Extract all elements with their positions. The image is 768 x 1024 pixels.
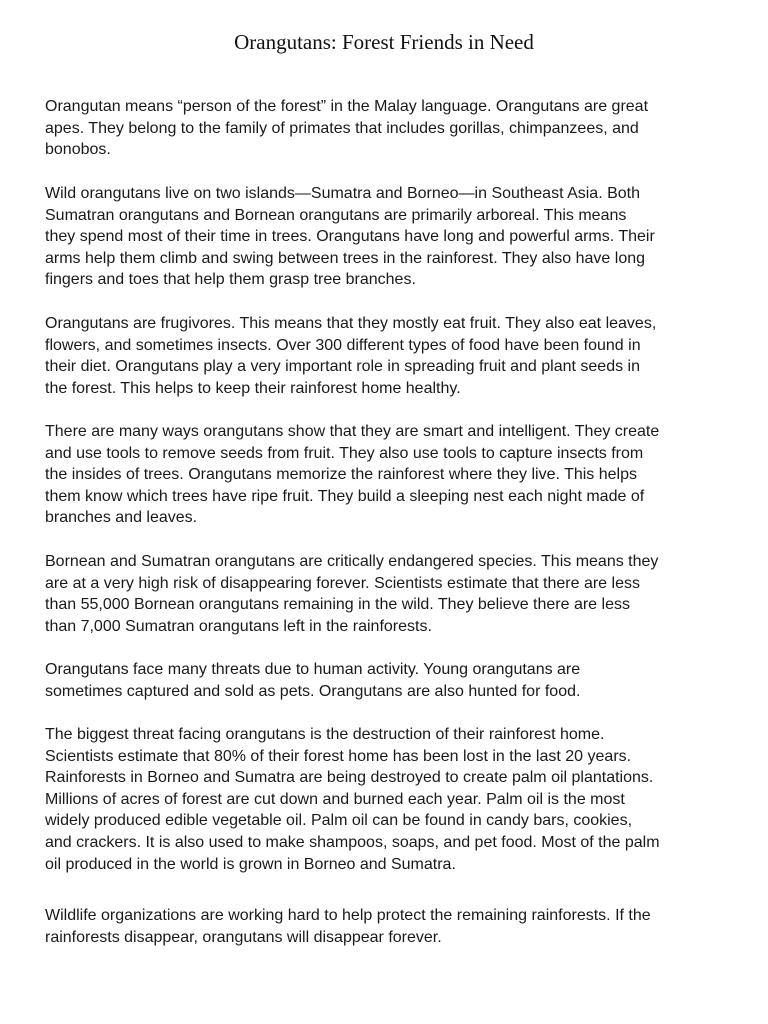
paragraph-line: the forest. This helps to keep their rainforest home healthy. (45, 379, 461, 397)
paragraph-endangered (45, 551, 735, 637)
paragraph-meaning (45, 96, 735, 161)
paragraph-line: Millions of acres of forest are cut down and burned each year. Palm oil is the most (45, 790, 625, 808)
paragraph-line: branches and leaves. (45, 509, 198, 527)
paragraph-line: Orangutans face many threats due to human activity. Young orangutans are (45, 661, 581, 678)
paragraph-threats (45, 659, 735, 702)
paragraph-line: Rainforests in Borneo and Sumatra are being destroyed to create palm oil plantations. (45, 769, 654, 787)
paragraph-palm-oil (45, 724, 735, 875)
paragraph-line: Scientists estimate that 80% of their forest home has been lost in the last 20 years. (45, 747, 632, 765)
paragraph-intelligence (45, 421, 735, 529)
paragraph-habitat (45, 183, 735, 291)
paragraph-line: Wild orangutans live on two islands—Sumatra and Borneo—in Southeast Asia. Both (45, 185, 640, 202)
paragraph-diet (45, 313, 735, 399)
paragraph-line: the insides of trees. Orangutans memorize the rainforest where they live. This helps (45, 466, 637, 484)
paragraph-line: apes. They belong to the family of primates that includes gorillas, chimpanzees, and (45, 119, 639, 137)
paragraph-line: Bornean and Sumatran orangutans are critically endangered species. This means they (45, 553, 659, 570)
paragraph-line: sometimes captured and sold as pets. Orangutans are also hunted for food. (45, 682, 581, 700)
paragraph-line: Orangutan means “person of the forest” in the Malay language. Orangutans are great (45, 98, 649, 115)
paragraph-line: rainforests disappear, orangutans will disappear forever. (45, 928, 442, 946)
paragraph-line: The biggest threat facing orangutans is the destruction of their rainforest home. (45, 726, 605, 743)
paragraph-line: they spend most of their time in trees. Orangutans have long and powerful arms. Their (45, 228, 655, 246)
paragraph-line: fingers and toes that help them grasp tree branches. (45, 271, 416, 289)
paragraph-line: Wildlife organizations are working hard to help protect the remaining rainforests. If the (45, 907, 651, 924)
paragraph-line: their diet. Orangutans play a very important role in spreading fruit and plant seeds in (45, 358, 640, 376)
paragraph-line: are at a very high risk of disappearing forever. Scientists estimate that there are less (45, 574, 640, 592)
document-title: Orangutans: Forest Friends in Need (234, 30, 534, 54)
paragraph-line: than 7,000 Sumatran orangutans left in the rainforests. (45, 617, 432, 635)
paragraph-line: arms help them climb and swing between trees in the rainforest. They also have long (45, 249, 646, 267)
paragraph-line: and use tools to remove seeds from fruit. They also use tools to capture insects from (45, 444, 644, 462)
paragraph-line: and crackers. It is also used to make shampoos, soaps, and pet food. Most of the palm (45, 833, 660, 851)
paragraph-conservation (45, 905, 735, 948)
paragraph-line: bonobos. (45, 141, 111, 159)
paragraph-line: flowers, and sometimes insects. Over 300 different types of food have been found in (45, 336, 641, 354)
paragraph-line: oil produced in the world is grown in Borneo and Sumatra. (45, 855, 456, 873)
paragraph-line: Sumatran orangutans and Bornean orangutans are primarily arboreal. This means (45, 206, 627, 224)
paragraph-line: There are many ways orangutans show that they are smart and intelligent. They create (45, 423, 660, 440)
paragraph-line: widely produced edible vegetable oil. Palm oil can be found in candy bars, cookies, (45, 812, 633, 830)
paragraph-line: Orangutans are frugivores. This means that they mostly eat fruit. They also eat leaves, (45, 315, 657, 332)
paragraph-line: than 55,000 Bornean orangutans remaining in the wild. They believe there are less (45, 596, 630, 614)
paragraph-line: them know which trees have ripe fruit. They build a sleeping nest each night made of (45, 487, 645, 505)
